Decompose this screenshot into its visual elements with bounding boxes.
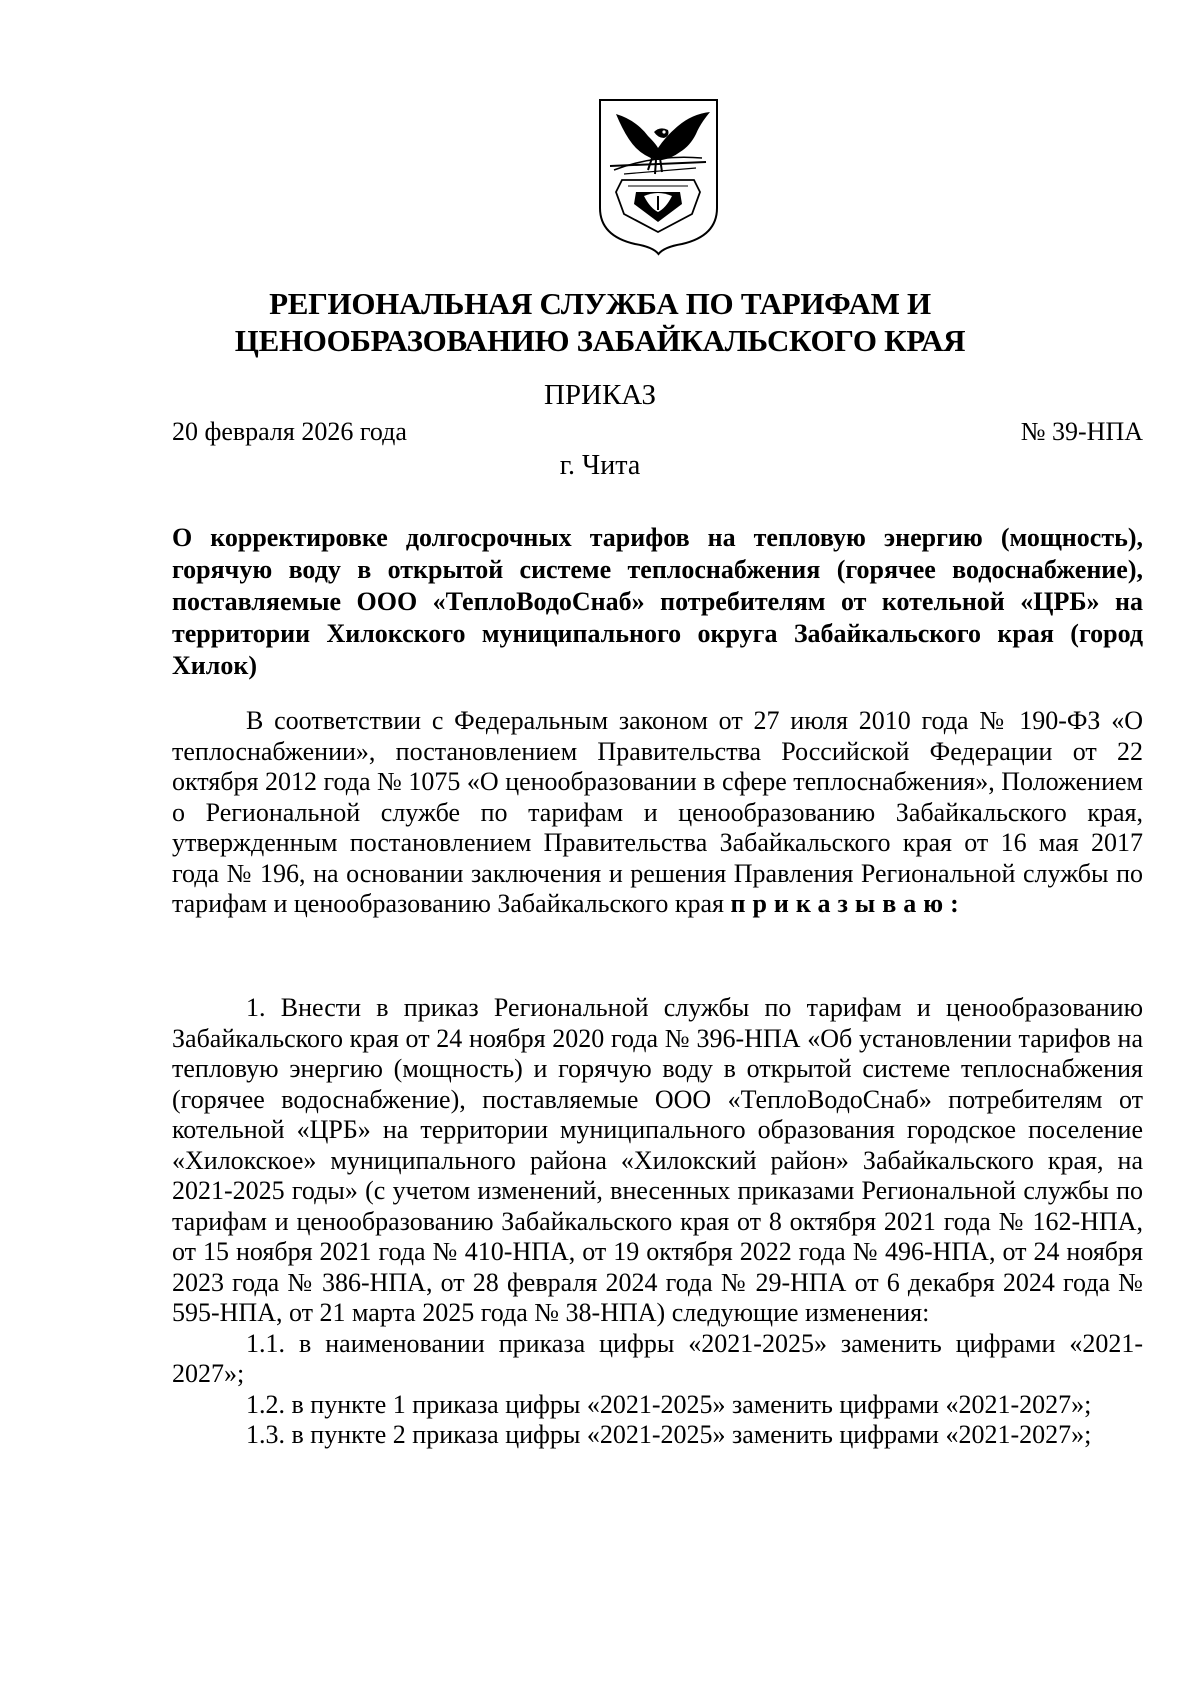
items-list — [172, 993, 1143, 1451]
document-city: г. Чита — [559, 450, 641, 481]
organization-name-line2: ЦЕНООБРАЗОВАНИЮ ЗАБАЙКАЛЬСКОГО КРАЯ — [234, 323, 966, 358]
list-item: 1.3. в пункте 2 приказа цифры «2021-2025» заменить цифрами «2021-2027»; — [246, 1420, 1092, 1449]
list-item: 1.2. в пункте 1 приказа цифры «2021-2025» заменить цифрами «2021-2027»; — [246, 1389, 1092, 1419]
list-item: 1. Внести в приказ Региональной службы по тарифам и ценообразованию Забайкальского края от 24 ноября 2020 года № 396-НПА «Об установлении тарифов на тепловую энергию (мощность) и горячую воду в открытой системе теплоснабжения (горячее водоснабжение), поставляемые ООО «ТеплоВодоСнаб» потребителям от котельной «ЦРБ» на территории муниципального образования городское поселение «Хилокское» муниципального района «Хилокский район» Забайкальского края, на 2021-2025 годы» (с учетом изменений, внесенных приказами Региональной службы по тарифам и ценообразованию Забайкальского края от 8 октября 2021 года № 162-НПА, от 15 ноября 2021 года № 410-НПА, от 19 октября 2022 года № 496-НПА, от 24 ноября 2023 года № 386-НПА, от 28 февраля 2024 года № 29-НПА от 6 декабря 2024 года № 595-НПА, от 21 марта 2025 года № 38-НПА) следующие изменения: — [172, 993, 1143, 1327]
organization-name — [120, 285, 1080, 359]
preamble-text: В соответствии с Федеральным законом от 27 июля 2010 года № 190-ФЗ «О теплоснабжении», постановлением Правительства Российской Федерации от 22 октября 2012 года № 1075 «О ценообразовании в сфере теплоснабжения», Положением о Региональной службе по тарифам и ценообразованию Забайкальского края, утвержденным постановлением Правительства Забайкальского края от 16 мая 2017 года № 196, на основании заключения и решения Правления Региональной службы по тарифам и ценообразованию Забайкальского края — [172, 706, 1143, 918]
coat-of-arms-emblem — [596, 96, 721, 256]
list-item: 1.1. в наименовании приказа цифры «2021-2025» заменить цифрами «2021-2027»; — [172, 1328, 1143, 1388]
document-type: ПРИКАЗ — [543, 379, 657, 411]
preamble-paragraph — [172, 706, 1143, 920]
document-date: 20 февраля 2026 года — [172, 417, 407, 446]
order-word: приказываю: — [730, 889, 966, 918]
document-title: О корректировке долгосрочных тарифов на тепловую энергию (мощность), горячую воду в открытой системе теплоснабжения (горячее водоснабжение), поставляемые ООО «ТеплоВодоСнаб» потребителям от котельной «ЦРБ» на территории Хилокского муниципального округа Забайкальского края (город Хилок) — [172, 523, 1143, 680]
coat-of-arms-icon — [596, 96, 721, 256]
organization-name-line1: РЕГИОНАЛЬНАЯ СЛУЖБА ПО ТАРИФАМ И — [269, 286, 931, 321]
document-number: № 39-НПА — [1020, 417, 1143, 446]
